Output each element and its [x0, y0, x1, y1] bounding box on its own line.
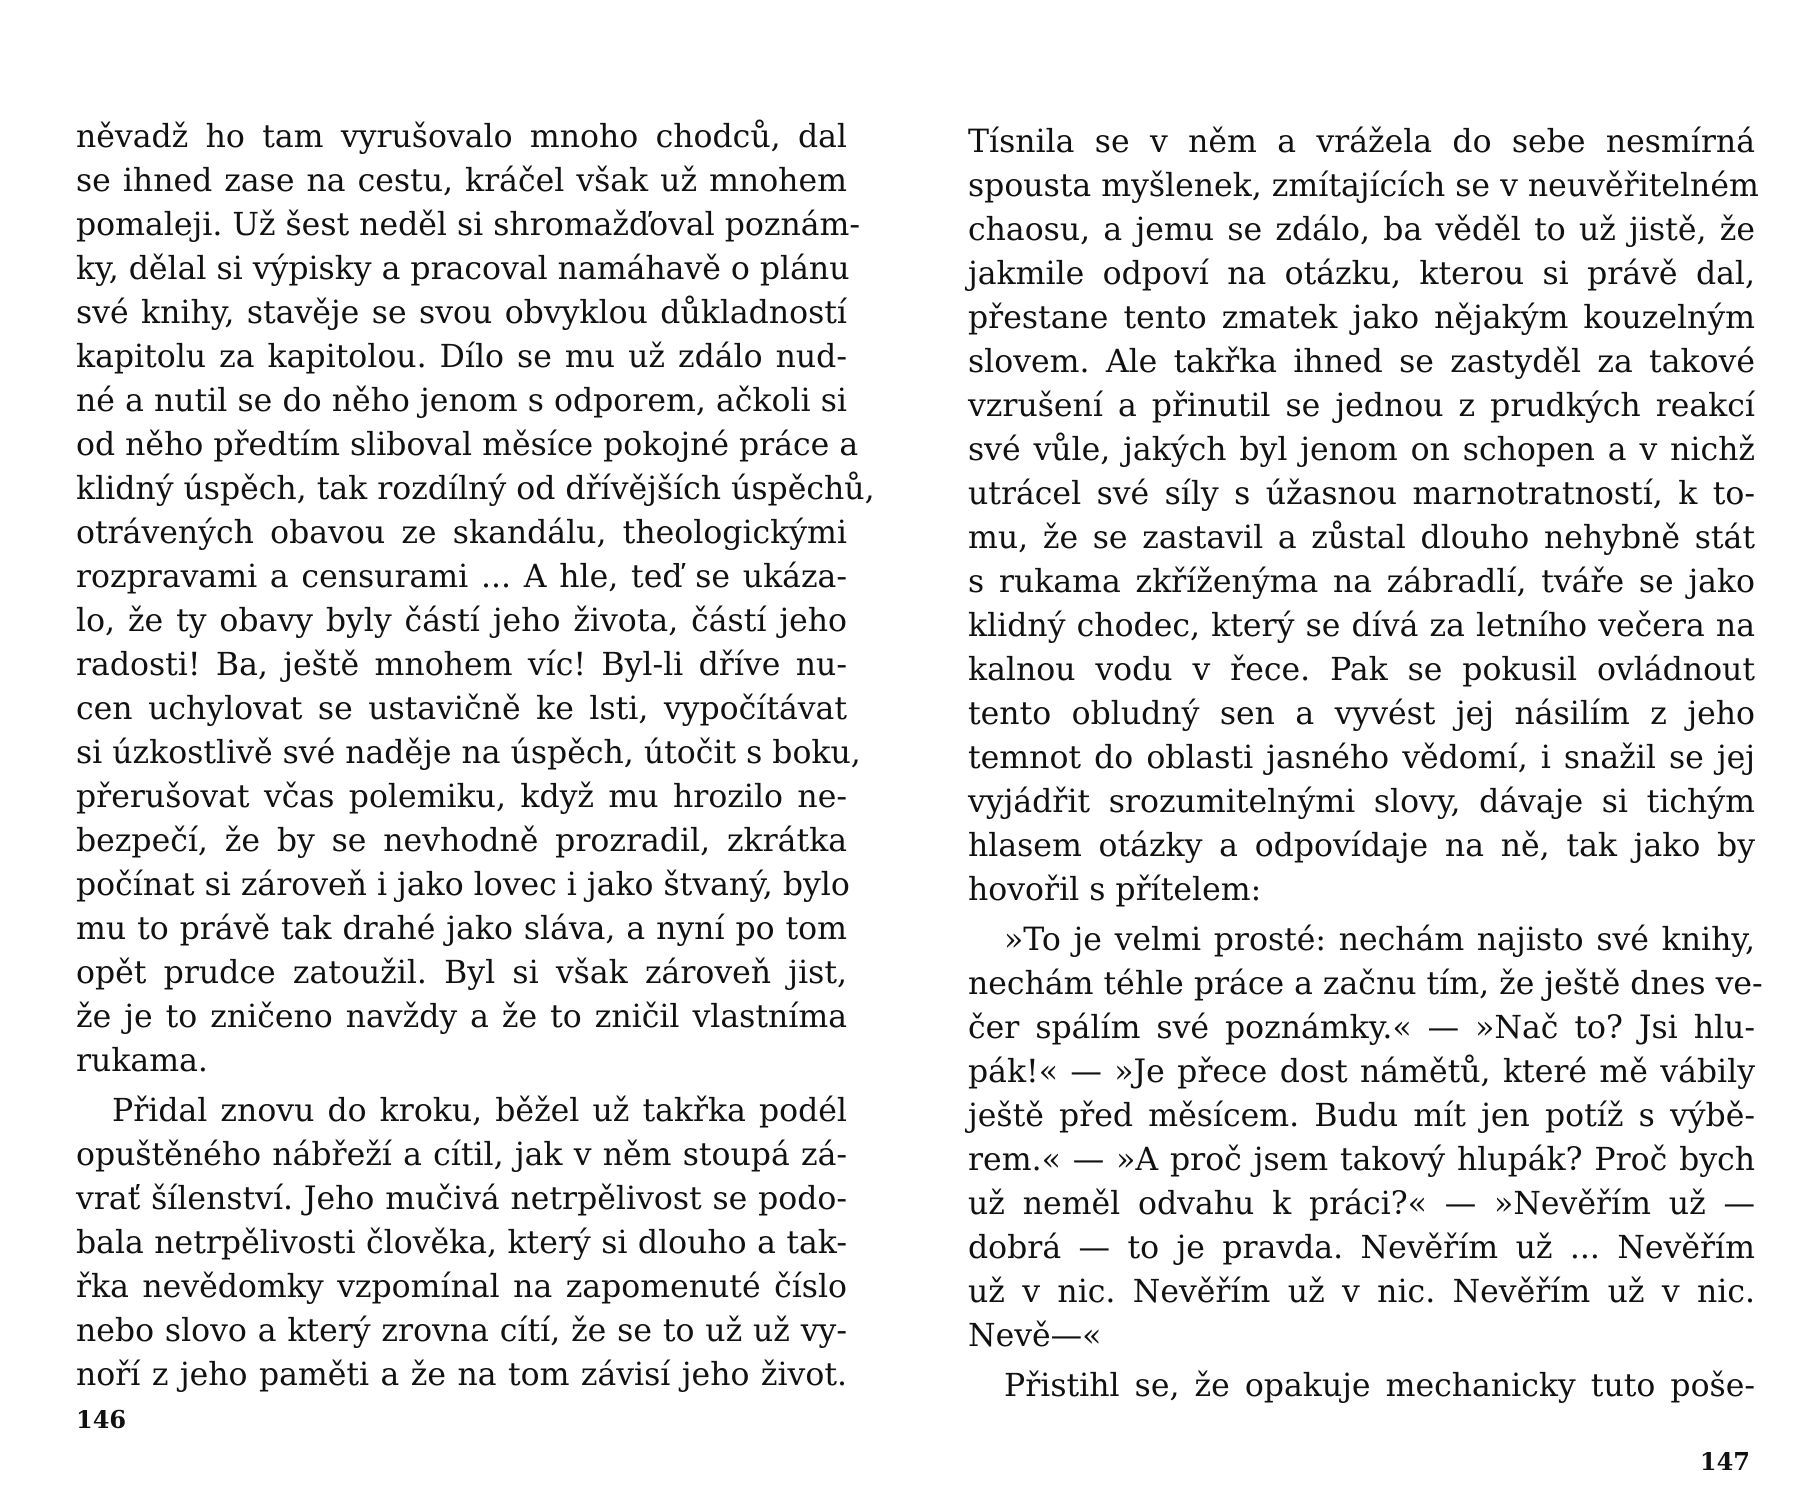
text-line: »To je velmi prosté: nechám najisto své knihy,	[1004, 922, 1755, 958]
text-line: čer spálím své poznámky.« — »Nač to? Jsi hlu-	[968, 1010, 1755, 1046]
left-page-text	[76, 115, 875, 1397]
right-page-number: 147	[1699, 1447, 1750, 1476]
text-line: vyjádřit srozumitelnými slovy, dávaje si tichým	[968, 784, 1755, 820]
text-line: slovem. Ale takřka ihned se zastyděl za takové	[968, 344, 1755, 380]
text-line: se ihned zase na cestu, kráčel však už mnohem	[76, 163, 847, 199]
text-line: Nevě—«	[968, 1318, 1102, 1354]
text-line: ky, dělal si výpisky a pracoval namáhavě o plánu	[76, 251, 850, 287]
text-line: klidný chodec, který se dívá za letního večera na	[968, 608, 1755, 644]
text-line: své knihy, stavěje se svou obvyklou důkladností	[76, 295, 847, 331]
text-line: hlasem otázky a odpovídaje na ně, tak jako by	[968, 828, 1755, 864]
text-line: opět prudce zatoužil. Byl si však zároveň jist,	[76, 955, 847, 991]
text-line: své vůle, jakých byl jenom on schopen a v nichž	[968, 432, 1755, 468]
text-line: chaosu, a jemu se zdálo, ba věděl to už jistě, že	[968, 212, 1755, 248]
text-line: Přidal znovu do kroku, běžel už takřka podél	[112, 1093, 847, 1129]
text-line: už v nic. Nevěřím už v nic. Nevěřím už v nic.	[968, 1274, 1755, 1310]
text-line: mu, že se zastavil a zůstal dlouho nehybně stát	[968, 520, 1755, 556]
text-line: vrať šílenství. Jeho mučivá netrpělivost se podo-	[76, 1181, 847, 1217]
text-line: kalnou vodu v řece. Pak se pokusil ovládnout	[968, 652, 1755, 688]
text-line: utrácel své síly s úžasnou marnotratností, k to-	[968, 476, 1755, 512]
text-line: bezpečí, že by se nevhodně prozradil, zkrátka	[76, 823, 847, 859]
text-line: už neměl odvahu k práci?« — »Nevěřím už —	[968, 1186, 1755, 1222]
text-line: otrávených obavou ze skandálu, theologickými	[76, 515, 847, 551]
text-line: že je to zničeno navždy a že to zničil vlastníma	[76, 999, 847, 1035]
text-line: tento obludný sen a vyvést jej násilím z jeho	[968, 696, 1755, 732]
text-line: rem.« — »A proč jsem takový hlupák? Proč bych	[968, 1142, 1755, 1178]
text-line: pomaleji. Už šest neděl si shromažďoval poznám-	[76, 207, 861, 243]
text-line: radosti! Ba, ještě mnohem víc! Byl-li dříve nu-	[76, 647, 847, 683]
text-line: né a nutil se do něho jenom s odporem, ačkoli si	[76, 383, 847, 419]
text-line: hovořil s přítelem:	[968, 872, 1262, 908]
text-line: vzrušení a přinutil se jednou z prudkých reakcí	[968, 388, 1755, 424]
text-line: mu to právě tak drahé jako sláva, a nyní po tom	[76, 911, 847, 947]
text-line: jakmile odpoví na otázku, kterou si právě dal,	[968, 256, 1755, 292]
text-line: kapitolu za kapitolou. Dílo se mu už zdálo nud-	[76, 339, 847, 375]
text-line: opuštěného nábřeží a cítil, jak v něm stoupá zá-	[76, 1137, 847, 1173]
text-line: řka nevědomky vzpomínal na zapomenuté číslo	[76, 1269, 847, 1305]
text-line: přerušovat včas polemiku, když mu hrozilo ne-	[76, 779, 847, 815]
text-line: klidný úspěch, tak rozdílný od dřívějších úspěchů,	[76, 471, 875, 507]
text-line: nebo slovo a který zrovna cítí, že se to už už vy-	[76, 1313, 847, 1349]
text-line: počínat si zároveň i jako lovec i jako štvaný, bylo	[76, 867, 850, 903]
text-line: Přistihl se, že opakuje mechanicky tuto poše-	[1004, 1368, 1755, 1404]
text-line: lo, že ty obavy byly částí jeho života, částí jeho	[76, 603, 847, 639]
text-line: dobrá — to je pravda. Nevěřím už ... Nevěřím	[968, 1230, 1755, 1266]
text-line: si úzkostlivě své naděje na úspěch, útočit s boku,	[76, 735, 861, 771]
text-line: noří z jeho paměti a že na tom závisí jeho život.	[76, 1357, 847, 1393]
text-line: přestane tento zmatek jako nějakým kouzelným	[968, 300, 1755, 336]
text-line: ještě před měsícem. Budu mít jen potíž s výbě-	[968, 1098, 1755, 1134]
text-line: nechám téhle práce a začnu tím, že ještě dnes ve-	[968, 966, 1763, 1002]
right-page	[906, 0, 1812, 1500]
text-line: od něho předtím sliboval měsíce pokojné práce a	[76, 427, 859, 463]
text-line: něvadž ho tam vyrušovalo mnoho chodců, dal	[76, 119, 847, 155]
text-line: Tísnila se v něm a vrážela do sebe nesmírná	[968, 124, 1755, 160]
text-line: bala netrpělivosti člověka, který si dlouho a tak-	[76, 1225, 847, 1261]
text-line: s rukama zkříženýma na zábradlí, tváře se jako	[968, 564, 1755, 600]
text-line: rozpravami a censurami ... A hle, teď se ukáza-	[76, 559, 847, 595]
text-line: rukama.	[76, 1043, 208, 1079]
text-line: pák!« — »Je přece dost námětů, které mě vábily	[968, 1054, 1755, 1090]
left-page-number: 146	[76, 1405, 127, 1434]
text-line: cen uchylovat se ustavičně ke lsti, vypočítávat	[76, 691, 847, 727]
right-page-text	[968, 120, 1763, 1408]
text-line: spousta myšlenek, zmítajících se v neuvěřitelném	[968, 168, 1759, 204]
text-line: temnot do oblasti jasného vědomí, i snažil se jej	[968, 740, 1755, 776]
